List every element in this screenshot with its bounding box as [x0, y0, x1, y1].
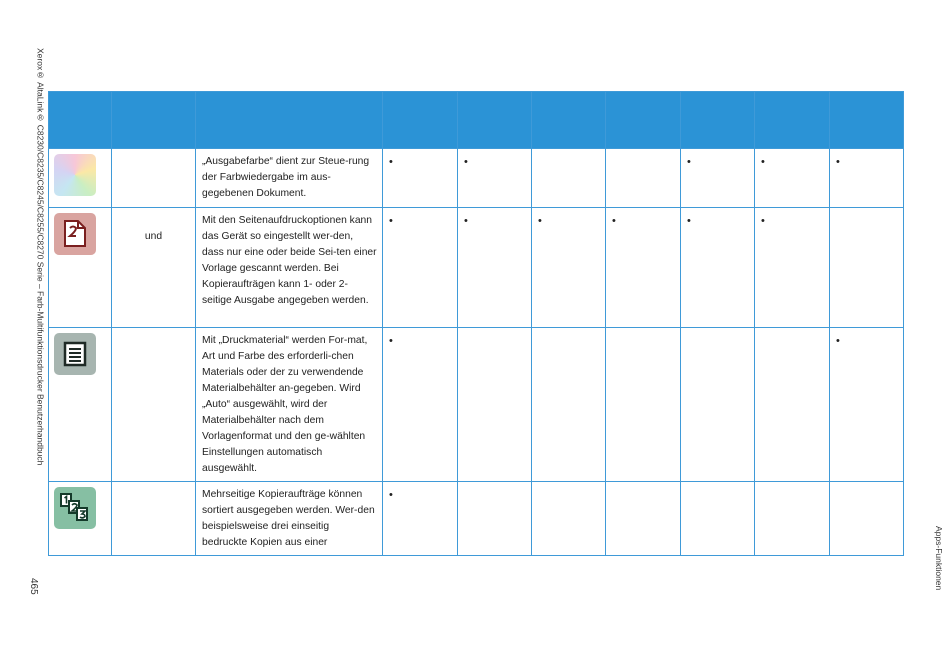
icon-cell: [49, 208, 112, 328]
feature-description: Mit „Druckmaterial“ werden For-mat, Art und Farbe des erforderli-chen Materials oder der zu verwendende Materialbehälter an-gegeben. Wird „Auto“ ausgewählt, wird der Materialbehälter nach dem Vorlagenformat und den ge-wählten Einstellungen automatisch ausgewählt.: [196, 328, 383, 482]
feature-description: Mehrseitige Kopieraufträge können sortiert ausgegeben werden. Wer-den beispielsweise drei einseitig bedruckte Kopien aus einer: [196, 482, 383, 556]
header-cell: [532, 92, 606, 149]
table-row: [49, 328, 904, 482]
header-cell: [112, 92, 196, 149]
availability-dot: •: [755, 208, 830, 328]
header-cell: [383, 92, 458, 149]
paper-supply-icon: [54, 333, 96, 375]
availability-dot: [532, 149, 606, 208]
availability-dot: [606, 482, 681, 556]
availability-dot: •: [458, 149, 532, 208]
header-cell: [681, 92, 755, 149]
running-header: Xerox® AltaLink® C8230/C8235/C8245/C8255/C8270 Serie – Farb-Multifunktionsdrucker Benutzerhandbuch: [35, 48, 46, 466]
availability-dot: •: [383, 149, 458, 208]
feature-name: [112, 149, 196, 208]
availability-dot: •: [830, 149, 904, 208]
availability-dot: [755, 328, 830, 482]
availability-dot: •: [755, 149, 830, 208]
availability-dot: •: [606, 208, 681, 328]
availability-dot: [681, 328, 755, 482]
availability-dot: •: [681, 208, 755, 328]
availability-dot: [458, 328, 532, 482]
availability-dot: •: [532, 208, 606, 328]
table-row: [49, 208, 904, 328]
availability-dot: •: [383, 328, 458, 482]
availability-dot: •: [458, 208, 532, 328]
header-cell: [49, 92, 112, 149]
header-cell: [458, 92, 532, 149]
header-cell: [606, 92, 681, 149]
availability-dot: •: [383, 482, 458, 556]
two-sided-page-icon: [54, 213, 96, 255]
icon-cell: [49, 482, 112, 556]
features-table: [48, 91, 904, 556]
availability-dot: •: [383, 208, 458, 328]
availability-dot: [830, 482, 904, 556]
feature-name: [112, 482, 196, 556]
availability-dot: [458, 482, 532, 556]
availability-dot: [532, 482, 606, 556]
availability-dot: •: [681, 149, 755, 208]
header-cell: [196, 92, 383, 149]
availability-dot: [606, 149, 681, 208]
table-header-row: [49, 92, 904, 149]
header-cell: [755, 92, 830, 149]
section-title: Apps-Funktionen: [934, 526, 944, 591]
feature-name: [112, 328, 196, 482]
feature-description: „Ausgabefarbe“ dient zur Steue-rung der Farbwiedergabe im aus-gegebenen Dokument.: [196, 149, 383, 208]
availability-dot: [830, 208, 904, 328]
page-number: 465: [28, 578, 39, 595]
feature-description: Mit den Seitenaufdruckoptionen kann das Gerät so eingestellt wer-den, dass nur eine oder beide Sei-ten einer Vorlage gescannt werden. Bei Kopieraufträgen kann 1- oder 2-seitige Ausgabe angegeben werden.: [196, 208, 383, 328]
color-wheel-icon: [54, 154, 96, 196]
feature-name: und: [112, 208, 196, 328]
availability-dot: [755, 482, 830, 556]
availability-dot: •: [830, 328, 904, 482]
availability-dot: [532, 328, 606, 482]
collation-icon: [54, 487, 96, 529]
header-cell: [830, 92, 904, 149]
icon-cell: [49, 328, 112, 482]
availability-dot: [681, 482, 755, 556]
table-row: [49, 149, 904, 208]
availability-dot: [606, 328, 681, 482]
icon-cell: [49, 149, 112, 208]
table-row: [49, 482, 904, 556]
